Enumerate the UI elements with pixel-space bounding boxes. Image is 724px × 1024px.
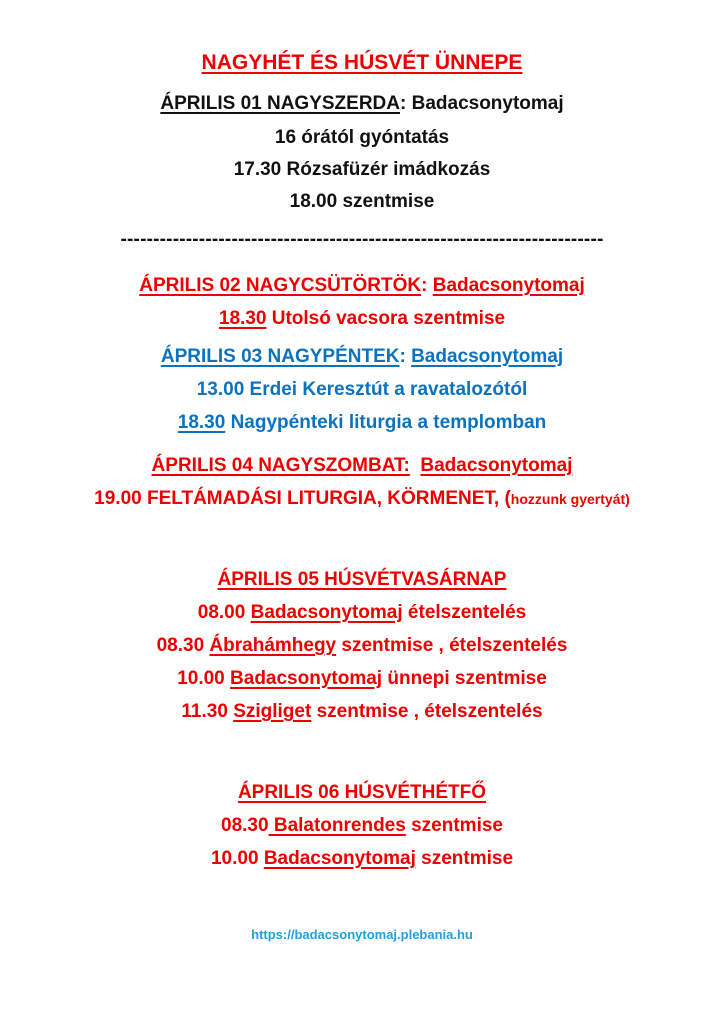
day3-event-2: Nagypénteki liturgia a templomban	[225, 412, 547, 433]
item-event: ünnepi szentmise	[382, 668, 547, 689]
day5-item	[0, 669, 724, 688]
day2-heading: ÁPRILIS 02 NAGYCSÜTÖRTÖK	[139, 275, 422, 296]
day3-place: Badacsonytomaj	[411, 346, 564, 367]
day1-header	[0, 94, 724, 113]
day1-heading: ÁPRILIS 01 NAGYSZERDA	[160, 93, 400, 114]
item-place: Badacsonytomaj	[250, 602, 403, 623]
day3-line-2	[0, 413, 724, 432]
day4-note: hozzunk gyertyát)	[510, 491, 630, 507]
day4-header	[0, 456, 724, 475]
day1-line-3: 18.00 szentmise	[289, 191, 435, 212]
day1-line-2: 17.30 Rózsafüzér imádkozás	[233, 159, 491, 180]
day6-item	[0, 816, 724, 835]
day3-heading: ÁPRILIS 03 NAGYPÉNTEK	[160, 346, 400, 367]
day5-item	[0, 603, 724, 622]
day1-line-1: 16 órától gyóntatás	[274, 127, 450, 148]
day2-sep: :	[421, 275, 433, 296]
day6-heading: ÁPRILIS 06 HÚSVÉTHÉTFŐ	[237, 782, 487, 803]
day2-event: Utolsó vacsora szentmise	[266, 308, 506, 329]
day1-place: Badacsonytomaj	[411, 93, 564, 114]
day5-item	[0, 702, 724, 721]
item-time: 11.30	[181, 701, 234, 722]
item-time: 08.30	[221, 815, 269, 836]
day4-main: 19.00 FELTÁMADÁSI LITURGIA, KÖRMENET, (	[94, 488, 511, 509]
day4-heading: ÁPRILIS 04 NAGYSZOMBAT:	[151, 455, 410, 476]
day3-time-2: 18.30	[177, 412, 226, 433]
item-event: ételszentelés	[402, 602, 527, 623]
day6-item	[0, 849, 724, 868]
day5-heading: ÁPRILIS 05 HÚSVÉTVASÁRNAP	[217, 569, 507, 590]
day2-place: Badacsonytomaj	[432, 275, 585, 296]
item-place: Badacsonytomaj	[263, 848, 416, 869]
day4-line	[0, 489, 724, 508]
day3-header	[0, 347, 724, 366]
separator-line: --------------------------------------------------------------------------	[120, 229, 604, 250]
day2-header	[0, 276, 724, 295]
item-event: szentmise	[405, 815, 503, 836]
item-place: Szigliget	[233, 701, 312, 722]
item-event: szentmise , ételszentelés	[311, 701, 543, 722]
item-time: 10.00	[177, 668, 231, 689]
day3-line-1: 13.00 Erdei Keresztút a ravatalozótól	[196, 379, 528, 400]
day4-place: Badacsonytomaj	[420, 455, 573, 476]
day5-item	[0, 636, 724, 655]
item-place: Badacsonytomaj	[230, 668, 383, 689]
day2-time: 18.30	[218, 308, 267, 329]
day1-sep: :	[400, 93, 412, 114]
day3-sep: :	[399, 346, 412, 367]
footer-url-link[interactable]: https://badacsonytomaj.plebania.hu	[251, 927, 473, 942]
item-place: Balatonrendes	[268, 815, 406, 836]
item-time: 08.30	[156, 635, 210, 656]
day2-line	[0, 309, 724, 328]
page-title: NAGYHÉT ÉS HÚSVÉT ÜNNEPE	[201, 51, 523, 74]
item-event: szentmise	[415, 848, 514, 869]
item-time: 08.00	[197, 602, 251, 623]
item-place: Ábrahámhegy	[209, 635, 337, 656]
item-event: szentmise , ételszentelés	[336, 635, 568, 656]
item-time: 10.00	[210, 848, 264, 869]
